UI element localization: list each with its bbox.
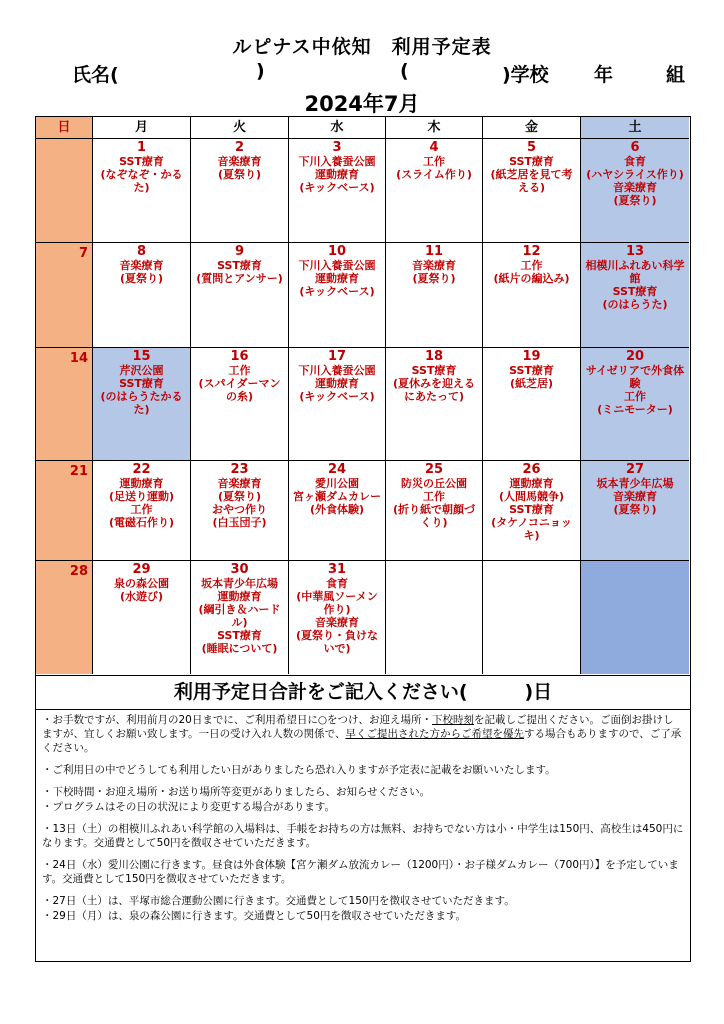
calendar-grid (35, 116, 691, 676)
calendar-cell (289, 139, 386, 243)
calendar-cell (483, 139, 581, 243)
calendar-cell (386, 139, 483, 243)
name-label: 氏名( (72, 64, 119, 86)
day-number: 4 (429, 140, 439, 155)
day-events: 音楽療育 (夏祭り) (119, 259, 164, 285)
day-events: 相模川ふれあい科学館 SST療育 (のはらうた) (585, 259, 685, 311)
day-events: 愛川公園 宮ヶ瀬ダムカレー (外食体験) (293, 477, 381, 516)
calendar-cell (36, 461, 93, 561)
day-number: 5 (526, 140, 537, 155)
day-number: 10 (327, 244, 347, 259)
calendar-cell (36, 243, 93, 348)
calendar-cell (581, 561, 689, 674)
class-label: 組 (666, 64, 686, 86)
day-number: 6 (630, 140, 640, 155)
day-number: 7 (78, 246, 88, 261)
day-events: 坂本青少年広場 音楽療育 (夏祭り) (596, 477, 674, 516)
calendar-cell (289, 348, 386, 461)
calendar-cell (581, 243, 689, 348)
total-days-line: 利用予定日合計をご記入ください( )日 (35, 676, 691, 710)
day-number: 12 (522, 244, 541, 259)
day-number: 17 (327, 349, 347, 364)
calendar-cell (289, 461, 386, 561)
calendar-cell (483, 243, 581, 348)
weekday-header-6: 土 (581, 117, 689, 139)
day-number: 19 (522, 349, 541, 364)
calendar-cell (191, 243, 289, 348)
day-events: 坂本青少年広場 運動療育 (綱引き＆ハードル) SST療育 (睡眠について) (198, 577, 281, 655)
calendar-cell (386, 348, 483, 461)
day-events: 下川入養蚕公園 運動療育 (キックベース) (298, 364, 376, 403)
day-events: 工作 (スライム作り) (396, 155, 472, 181)
calendar-cell (289, 561, 386, 674)
calendar-cell (93, 348, 191, 461)
day-number: 2 (234, 140, 245, 155)
day-events: 食育 (中華風ソーメン作り) 音楽療育 (夏祭り・負けないで) (295, 577, 379, 655)
note-underline-priority: 早くご提出された方からご希望を優先 (345, 728, 524, 740)
day-number: 8 (136, 244, 147, 259)
day-number: 26 (522, 462, 541, 477)
note-3: ・下校時間・お迎え場所・お送り場所等変更がありましたら、お知らせください。 (42, 786, 431, 798)
day-number: 21 (69, 464, 88, 479)
calendar-cell (36, 348, 93, 461)
day-events: 泉の森公園 (水遊び) (114, 577, 169, 603)
day-number: 18 (424, 349, 444, 364)
day-number: 20 (625, 349, 645, 364)
calendar-cell (483, 461, 581, 561)
note-5: ・13日（土）の相模川ふれあい科学館の入場料は、手帳をお持ちの方は無料、お持ちでない方は小・中学生は150円、高校生は450円になります。交通費として50円を徴収させていただきます。 (42, 823, 684, 849)
calendar-cell (93, 139, 191, 243)
day-events: SST療育 (紙芝居を見て考える) (490, 155, 573, 194)
day-events: 食育 (ハヤシライス作り) 音楽療育 (夏祭り) (586, 155, 684, 207)
day-events: 下川入養蚕公園 運動療育 (キックベース) (298, 155, 376, 194)
school-label: )学校 (502, 64, 549, 86)
weekday-header-2: 火 (191, 117, 289, 139)
calendar-cell (191, 461, 289, 561)
grade-label: 年 (594, 64, 614, 86)
day-events: SST療育 (質問とアンサー) (196, 259, 283, 285)
month-heading: 2024年7月 (304, 92, 420, 116)
day-number: 3 (332, 140, 342, 155)
day-events: 工作 (紙片の編込み) (493, 259, 570, 285)
note-6: ・24日（水）愛川公園に行きます。昼食は外食体験【宮ケ瀬ダム放流カレー（1200円）・お子様ダムカレー（700円）】を予定しています。交通費として150円を徴収させていただきます。 (42, 859, 679, 885)
day-number: 1 (136, 140, 147, 155)
day-events: 音楽療育 (夏祭り) おやつ作り (白玉団子) (212, 477, 267, 529)
name-close: ) (256, 60, 265, 82)
day-events: 防災の丘公園 工作 (折り紙で朝顔づくり) (392, 477, 476, 529)
day-events: 運動療育 (人間馬競争) SST療育 (タケノコニョッキ) (491, 477, 572, 542)
weekday-header-3: 水 (289, 117, 386, 139)
note-8: ・29日（月）は、泉の森公園に行きます。交通費として50円を徴収させていただきます。 (42, 910, 467, 922)
calendar-cell (191, 348, 289, 461)
note-1: ・お手数ですが、利用前月の20日までに、ご利用希望日に○をつけ、お迎え場所・下校時刻を記載しご提出ください。ご面倒お掛けしますが、宜しくお願い致します。一日の受け入れ人数の関係で、早くご提出された方からご希望を優先する場合もありますので、ご了承ください。 (42, 714, 682, 754)
day-events: サイゼリアで外食体験 工作 (ミニモーター) (585, 364, 685, 416)
school-open: ( (400, 60, 409, 82)
day-events: 音楽療育 (夏祭り) (217, 155, 262, 181)
calendar-cell (581, 461, 689, 561)
day-number: 15 (132, 349, 151, 364)
calendar-cell (36, 139, 93, 243)
day-number: 9 (234, 244, 245, 259)
weekday-header-0: 日 (36, 117, 93, 139)
note-2: ・ご利用日の中でどうしても利用したい日がありましたら恐れ入りますが予定表に記載をお願いいたします。 (42, 764, 556, 776)
calendar-cell (386, 243, 483, 348)
day-number: 22 (132, 462, 151, 477)
day-events: SST療育 (夏休みを迎えるにあたって) (392, 364, 476, 403)
day-number: 24 (327, 462, 347, 477)
weekday-header-4: 木 (386, 117, 483, 139)
weekday-header-1: 月 (93, 117, 191, 139)
weekday-header-5: 金 (483, 117, 581, 139)
day-number: 27 (625, 462, 645, 477)
day-events: 芹沢公園 SST療育 (のはらうたかるた) (100, 364, 183, 416)
calendar-cell (191, 139, 289, 243)
note-7: ・27日（土）は、平塚市総合運動公園に行きます。交通費として150円を徴収させていただきます。 (42, 895, 515, 907)
day-number: 29 (132, 562, 151, 577)
calendar-cell (386, 461, 483, 561)
day-number: 13 (625, 244, 645, 259)
calendar-cell (581, 139, 689, 243)
note-underline-dismissal-time: 下校時刻 (432, 714, 475, 726)
day-events: 下川入養蚕公園 運動療育 (キックベース) (298, 259, 376, 298)
name-row (72, 60, 692, 86)
day-number: 14 (69, 351, 88, 366)
calendar-cell (36, 561, 93, 674)
day-events: 運動療育 (足送り運動) 工作 (電磁石作り) (108, 477, 175, 529)
day-number: 16 (230, 349, 249, 364)
calendar-cell (93, 461, 191, 561)
day-events: SST療育 (紙芝居) (509, 364, 554, 390)
day-number: 11 (424, 244, 444, 259)
day-number: 28 (69, 564, 88, 579)
day-events: 工作 (スパイダーマンの糸) (198, 364, 281, 403)
calendar-cell (191, 561, 289, 674)
notes-section (35, 710, 691, 962)
calendar-cell (386, 561, 483, 674)
calendar-cell (483, 561, 581, 674)
day-events: 音楽療育 (夏祭り) (412, 259, 456, 285)
calendar-cell (93, 243, 191, 348)
calendar-cell (581, 348, 689, 461)
day-number: 31 (327, 562, 347, 577)
day-events: SST療育 (なぞなぞ・かるた) (100, 155, 183, 194)
calendar-cell (289, 243, 386, 348)
calendar-cell (483, 348, 581, 461)
day-number: 23 (230, 462, 249, 477)
calendar-cell (93, 561, 191, 674)
day-number: 30 (230, 562, 249, 577)
note-4: ・プログラムはその日の状況により変更する場合があります。 (42, 801, 336, 813)
day-number: 25 (424, 462, 444, 477)
page-title: ルピナス中依知 利用予定表 (232, 36, 492, 58)
